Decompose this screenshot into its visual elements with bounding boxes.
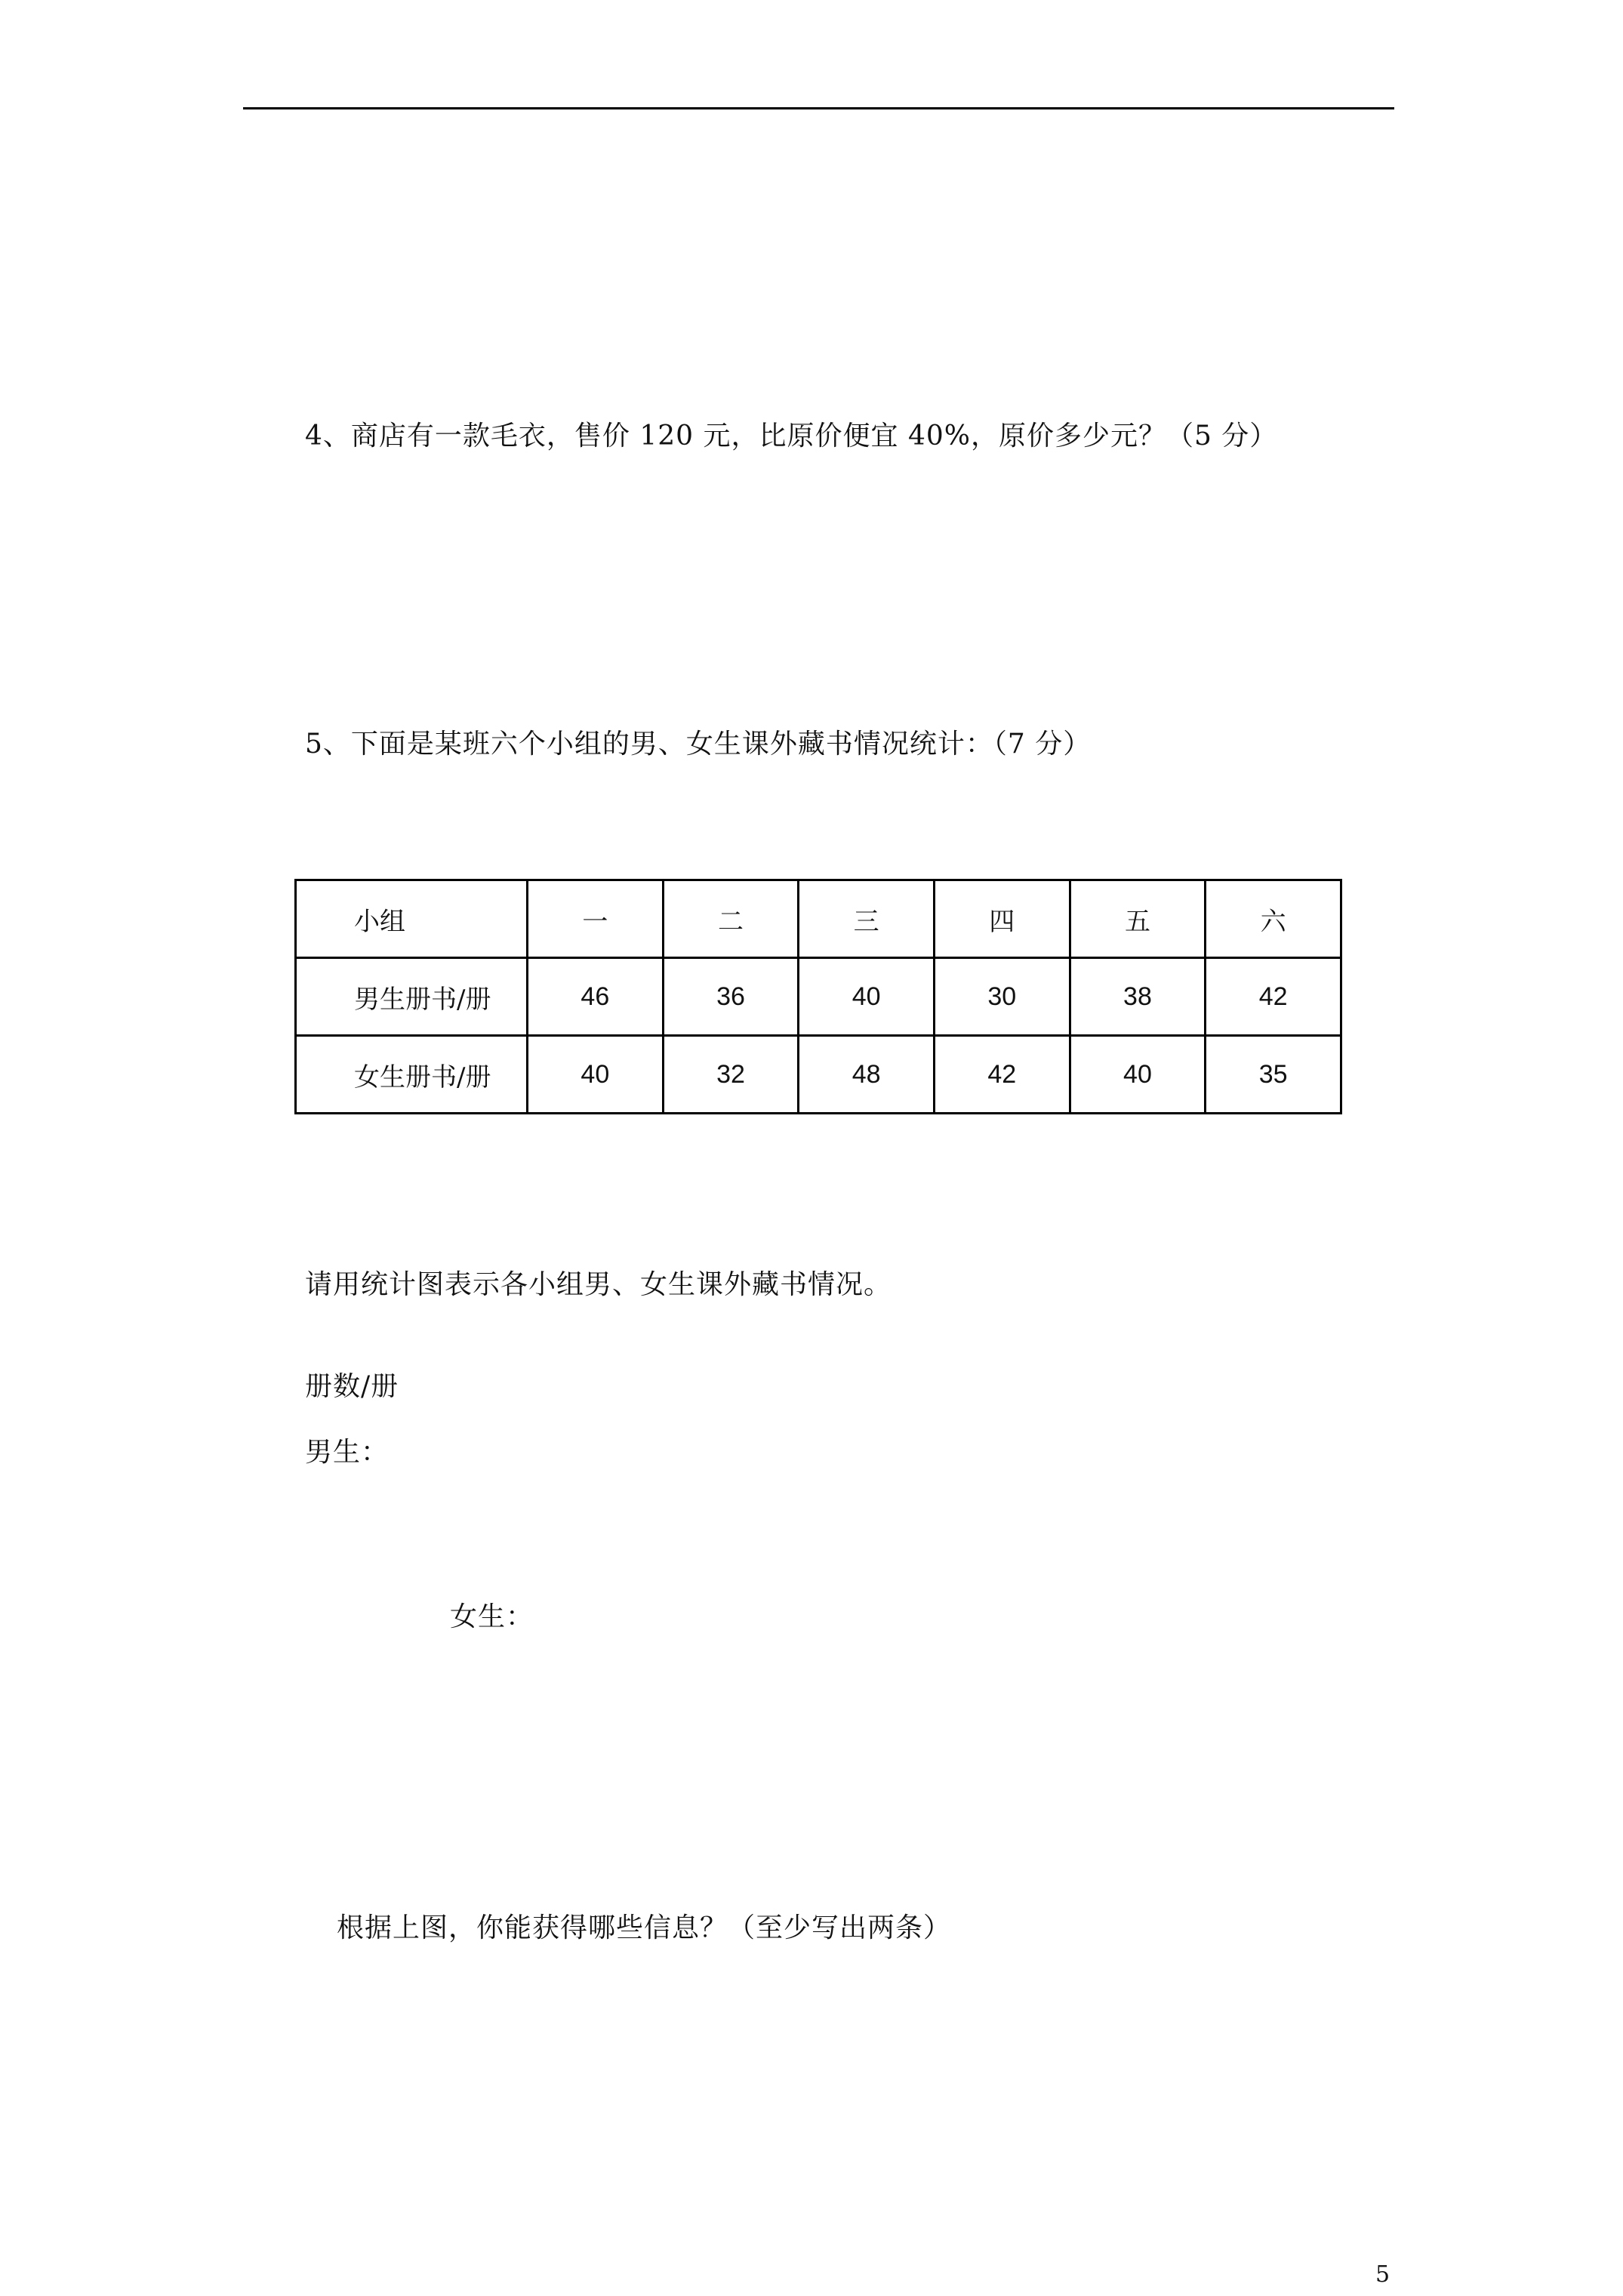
question-5: 5、下面是某班六个小组的男、女生课外藏书情况统计：（7 分） bbox=[305, 729, 1092, 760]
table-row-label: 男生册书/册 bbox=[296, 958, 528, 1036]
table-header-row bbox=[296, 880, 1341, 958]
page-number: 5 bbox=[1375, 2261, 1390, 2288]
table-cell: 35 bbox=[1206, 1036, 1341, 1114]
table-header-cell: 五 bbox=[1070, 880, 1206, 958]
table-row-girls bbox=[296, 1036, 1341, 1114]
table-header-cell: 三 bbox=[799, 880, 935, 958]
girls-label: 女生： bbox=[450, 1601, 534, 1632]
info-question: 根据上图，你能获得哪些信息？（至少写出两条） bbox=[337, 1912, 952, 1943]
table-cell: 40 bbox=[528, 1036, 664, 1114]
book-stats-table bbox=[294, 879, 1342, 1114]
table-cell: 40 bbox=[1070, 1036, 1206, 1114]
table-cell: 42 bbox=[1206, 958, 1341, 1036]
table-cell: 30 bbox=[934, 958, 1070, 1036]
table-cell: 40 bbox=[799, 958, 935, 1036]
table-cell: 42 bbox=[934, 1036, 1070, 1114]
table-header-cell: 二 bbox=[663, 880, 799, 958]
chart-instruction: 请用统计图表示各小组男、女生课外藏书情况。 bbox=[305, 1269, 892, 1300]
table-header-cell: 四 bbox=[934, 880, 1070, 958]
question-4: 4、商店有一款毛衣，售价 120 元，比原价便宜 40%，原价多少元？（5 分） bbox=[305, 421, 1278, 451]
header-rule bbox=[243, 107, 1394, 109]
table-header-cell: 一 bbox=[528, 880, 664, 958]
table-header-cell: 六 bbox=[1206, 880, 1341, 958]
table-row-label: 女生册书/册 bbox=[296, 1036, 528, 1114]
table-cell: 38 bbox=[1070, 958, 1206, 1036]
table-cell: 48 bbox=[799, 1036, 935, 1114]
table-cell: 32 bbox=[663, 1036, 799, 1114]
table-row-boys bbox=[296, 958, 1341, 1036]
table-cell: 36 bbox=[663, 958, 799, 1036]
boys-label: 男生： bbox=[305, 1437, 390, 1468]
y-axis-label: 册数/册 bbox=[305, 1371, 399, 1402]
table-header-cell: 小组 bbox=[296, 880, 528, 958]
table-cell: 46 bbox=[528, 958, 664, 1036]
